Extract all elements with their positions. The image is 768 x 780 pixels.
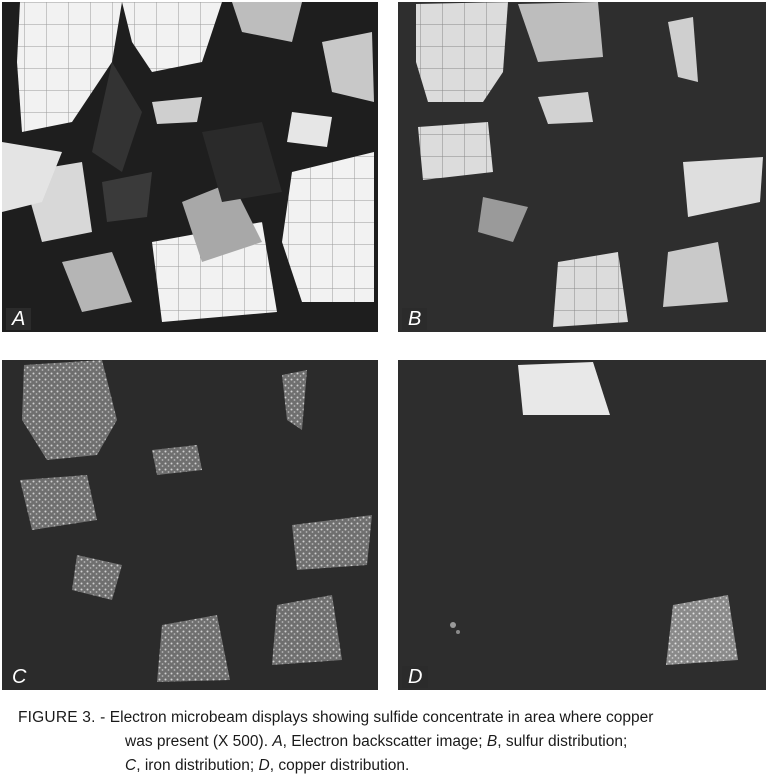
panel-label-c: C — [6, 666, 32, 688]
micrograph-c-iron — [2, 360, 378, 690]
caption-line-2 — [18, 730, 762, 754]
micrograph-b-sulfur — [398, 2, 766, 332]
iron-distribution-image — [2, 360, 378, 690]
figure-caption — [18, 706, 762, 778]
caption-a-text: , Electron backscatter image; — [282, 733, 483, 750]
caption-d-label: D — [258, 757, 270, 774]
caption-c-label: C — [125, 757, 137, 774]
caption-text-line-2: was present (X 500). — [125, 733, 269, 750]
caption-b-text: , sulfur distribution; — [497, 733, 628, 750]
backscatter-image — [2, 2, 378, 332]
micrograph-a-backscatter — [2, 2, 378, 332]
copper-distribution-image — [398, 360, 766, 690]
caption-text-line-1: Electron microbeam displays showing sulfide concentrate in area where copper — [109, 709, 654, 726]
panel-label-d: D — [402, 666, 428, 688]
micrograph-d-copper — [398, 360, 766, 690]
sulfur-distribution-image — [398, 2, 766, 332]
caption-c-text: , iron distribution; — [136, 757, 255, 774]
caption-a-label: A — [272, 733, 283, 750]
caption-b-label: B — [486, 733, 498, 750]
figure-label: FIGURE 3. - — [18, 709, 106, 726]
panel-label-a: A — [6, 308, 31, 330]
caption-line-3 — [18, 754, 762, 778]
panel-label-b: B — [402, 308, 427, 330]
caption-d-text: , copper distribution. — [269, 757, 410, 774]
caption-line-1 — [18, 706, 762, 730]
